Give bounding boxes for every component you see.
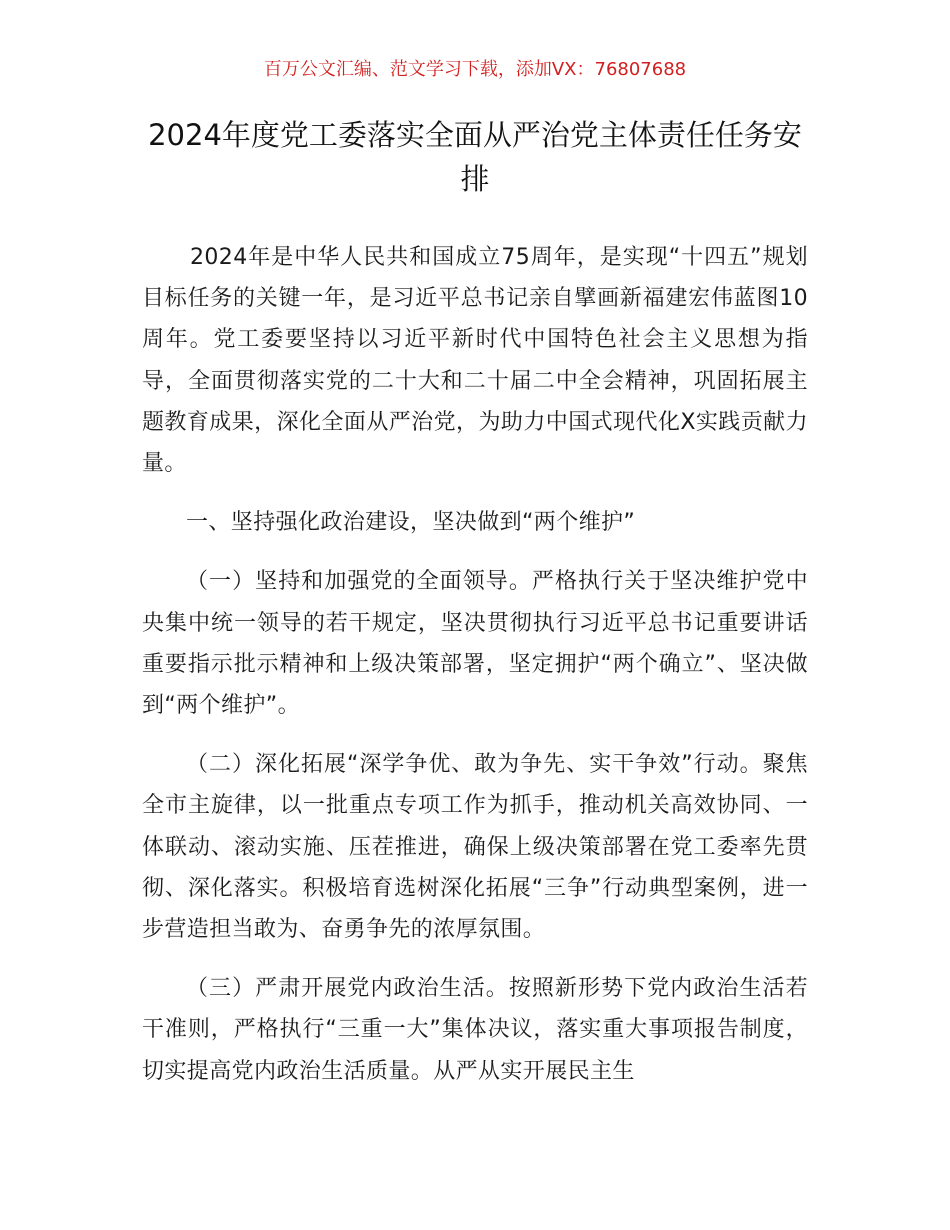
document-title: 2024年度党工委落实全面从严治党主体责任任务安排 [148,118,802,196]
section-heading-1: 一、坚持强化政治建设，坚决做到“两个维护” [186,510,636,536]
paragraph-item-2: （二）深化拓展“深学争优、敢为争先、实干争效”行动。聚焦全市主旋律，以一批重点专项工作为抓手，推动机关高效协同、一体联动、滚动实施、压茬推进，确保上级决策部署在党工委率先贯彻、深化落实。积极培育选树深化拓展“三争”行动典型案例，进一步营造担当敢为、奋勇争先的浓厚氛围。 [142,752,808,943]
paragraph-item-1: （一）坚持和加强党的全面领导。严格执行关于坚决维护党中央集中统一领导的若干规定，坚决贯彻执行习近平总书记重要讲话重要指示批示精神和上级决策部署，坚定拥护“两个确立”、坚决做到“两个维护”。 [142,569,808,719]
watermark-header-note: 百万公文汇编、范文学习下载，添加VX：76807688 [263,59,687,80]
paragraph-item-3: （三）严肃开展党内政治生活。按照新形势下党内政治生活若干准则，严格执行“三重一大”集体决议，落实重大事项报告制度，切实提高党内政治生活质量。从严从实开展民主生 [142,976,808,1084]
paragraph-intro: 2024年是中华人民共和国成立75周年，是实现“十四五”规划目标任务的关键一年，是习近平总书记亲自擘画新福建宏伟蓝图10周年。党工委要坚持以习近平新时代中国特色社会主义思想为指导，全面贯彻落实党的二十大和二十届二中全会精神，巩固拓展主题教育成果，深化全面从严治党，为助力中国式现代化X实践贡献力量。 [142,245,808,477]
document-body [142,237,808,1110]
